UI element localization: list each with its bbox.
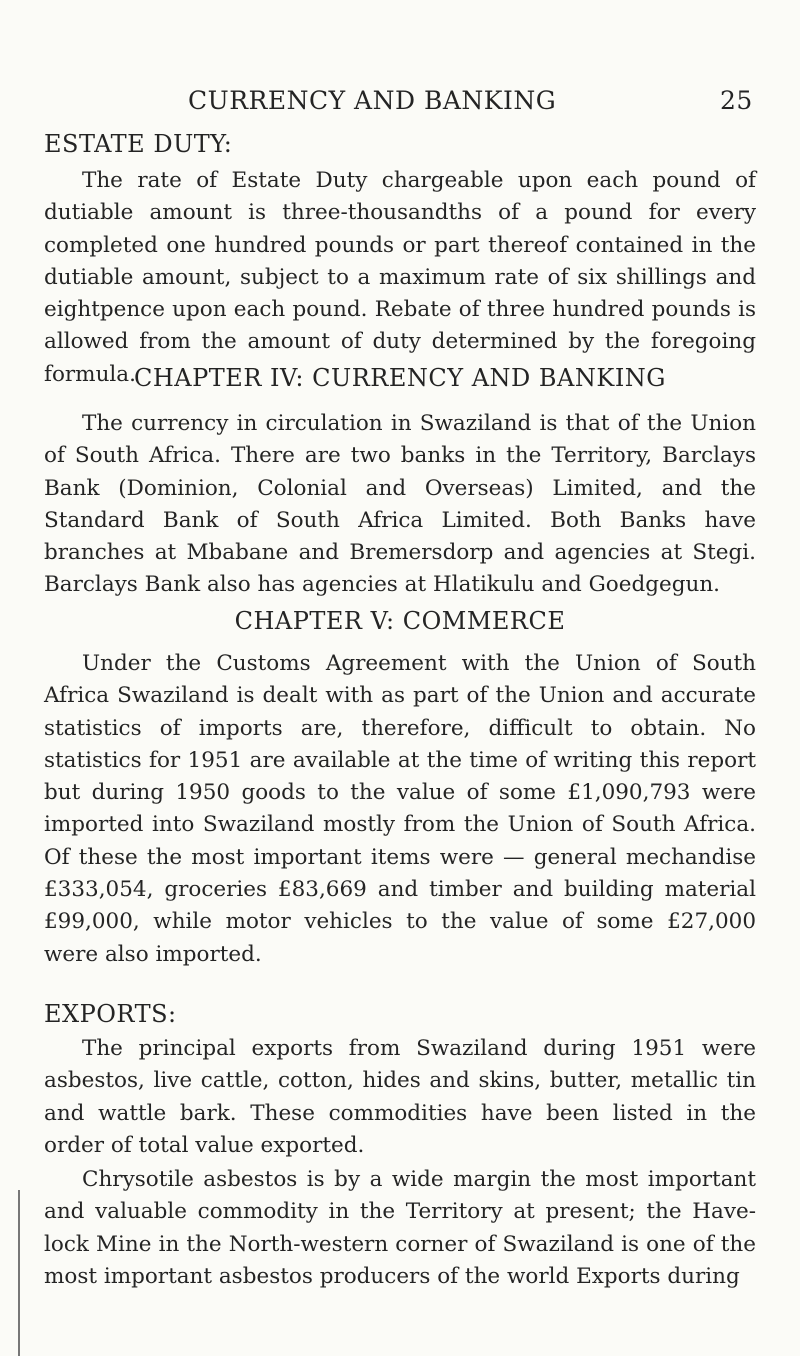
estate-duty-heading: ESTATE DUTY: [44,130,233,158]
running-head [0,86,800,118]
chapter-v-heading: CHAPTER V: COMMERCE [234,607,566,635]
exports-heading: EXPORTS: [44,1000,177,1028]
exports-paragraph-2: Chrysotile asbestos is by a wide margin the most important and valuable commodity in the Territory at present; the Have-lock Mine in the North-western corner of Swaziland is one of the most important asbestos producers of the world Exports during [44,1167,756,1289]
chapter-iv-heading: CHAPTER IV: CURRENCY AND BANKING [134,364,666,392]
page-number: 25 [720,86,753,115]
running-title: CURRENCY AND BANKING [188,86,557,115]
chapter-v-paragraph: Under the Customs Agreement with the Union of South Africa Swaziland is dealt with as part of the Union and accurate statistics of imports are, therefore, difficult to obtain. No statistics for 1951 are available at the time of writing this report but during 1950 goods to the value of some £1,090,793 were imported into Swaziland mostly from the Union of South Africa. Of these the most important items were — general mechandise £333,054, groceries £83,669 and timber and building material £99,000, while motor vehicles to the value of some £27,000 were also imported. [44,651,756,967]
estate-duty-paragraph: The rate of Estate Duty chargeable upon each pound of dutiable amount is three-thousandths of a pound for every completed one hundred pounds or part thereof contained in the dutiable amount, subject to a maximum rate of six shillings and eightpence upon each pound. Rebate of three hundred pounds is allowed from the amount of duty determined by the foregoing formula. [44,168,756,387]
exports-paragraph-1: The principal exports from Swaziland during 1951 were asbestos, live cattle, cotton, hides and skins, butter, metallic tin and wattle bark. These commodities have been listed in the order of total value exported. [44,1036,756,1158]
scan-edge-line [18,1190,20,1356]
chapter-iv-paragraph: The currency in circulation in Swaziland is that of the Union of South Africa. There are two banks in the Territory, Barclays Bank (Dominion, Colonial and Overseas) Limited, and the Standard Bank of South Africa Limited. Both Banks have branches at Mbabane and Bremersdorp and agencies at Stegi. Barclays Bank also has agencies at Hlatikulu and Goedgegun. [44,411,756,598]
